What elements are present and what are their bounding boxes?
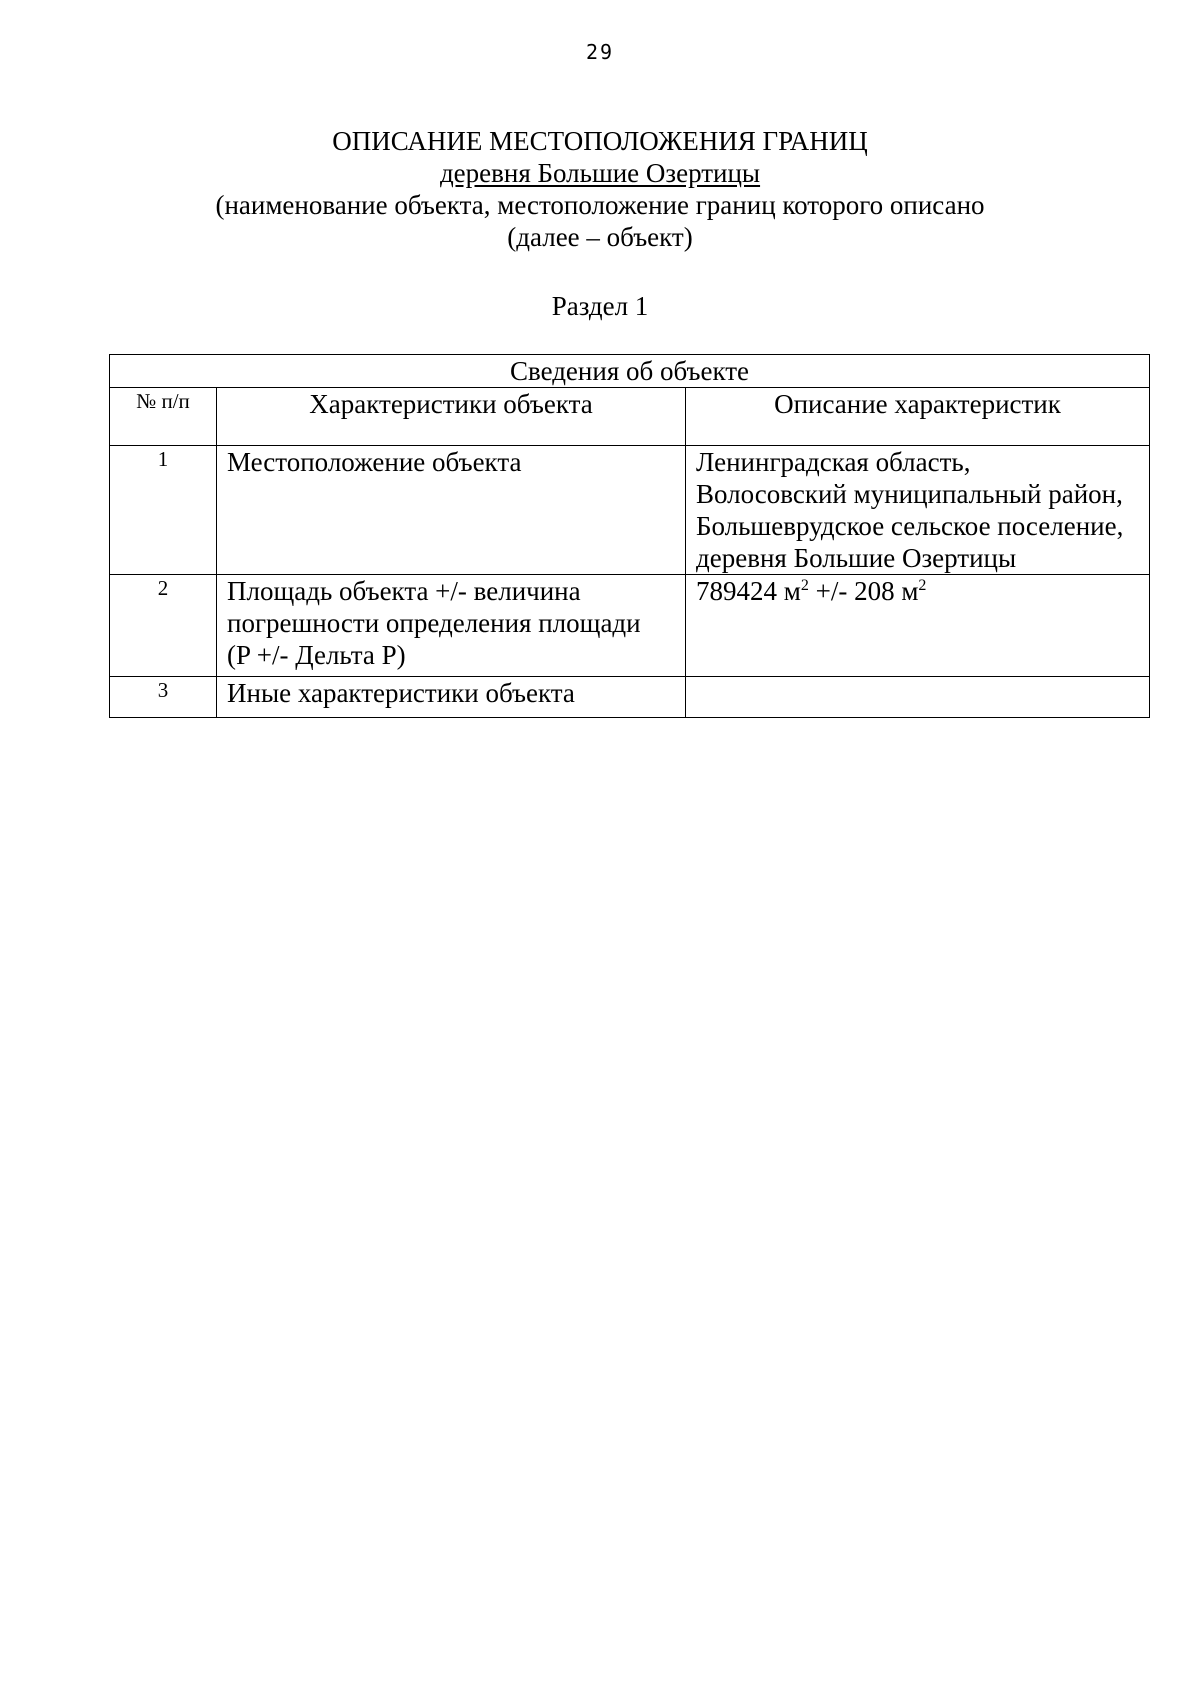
row-characteristic: Местоположение объекта [217, 446, 686, 575]
table-row [110, 677, 1150, 718]
description-line: деревня Большие Озертицы [696, 543, 1017, 573]
table-caption: Сведения об объекте [110, 355, 1150, 388]
header-num: № п/п [110, 388, 217, 446]
object-caption-line-2: (далее – объект) [507, 222, 693, 252]
page-number: 29 [585, 40, 615, 64]
object-info-table [109, 354, 1150, 718]
characteristic-line: погрешности определения площади [227, 608, 641, 638]
header-characteristic: Характеристики объекта [217, 388, 686, 446]
object-caption-line-1: (наименование объекта, местоположение границ которого описано [215, 190, 985, 220]
area-value: 789424 м [696, 576, 801, 606]
table-row [110, 446, 1150, 575]
row-num: 3 [110, 677, 217, 718]
table-row [110, 575, 1150, 677]
header-description: Описание характеристик [686, 388, 1150, 446]
row-description [686, 575, 1150, 677]
tolerance-unit-exponent: 2 [918, 577, 927, 594]
description-line: Большеврудское сельское поселение, [696, 511, 1124, 541]
row-description [686, 446, 1150, 575]
row-characteristic [217, 575, 686, 677]
description-line: Волосовский муниципальный район, [696, 479, 1123, 509]
row-characteristic: Иные характеристики объекта [217, 677, 686, 718]
area-unit-exponent: 2 [800, 577, 809, 594]
object-name: деревня Большие Озертицы [439, 158, 761, 188]
description-line: Ленинградская область, [696, 447, 971, 477]
row-num: 1 [110, 446, 217, 575]
section-title: Раздел 1 [551, 291, 649, 321]
table-header-row [110, 388, 1150, 446]
document-title: ОПИСАНИЕ МЕСТОПОЛОЖЕНИЯ ГРАНИЦ [332, 126, 868, 156]
table-caption-row [110, 355, 1150, 388]
characteristic-line: Площадь объекта +/- величина [227, 576, 581, 606]
characteristic-line: (P +/- Дельта P) [227, 640, 406, 670]
area-tolerance: +/- 208 м [808, 576, 919, 606]
row-num: 2 [110, 575, 217, 677]
document-heading [0, 125, 1200, 253]
row-description [686, 677, 1150, 718]
